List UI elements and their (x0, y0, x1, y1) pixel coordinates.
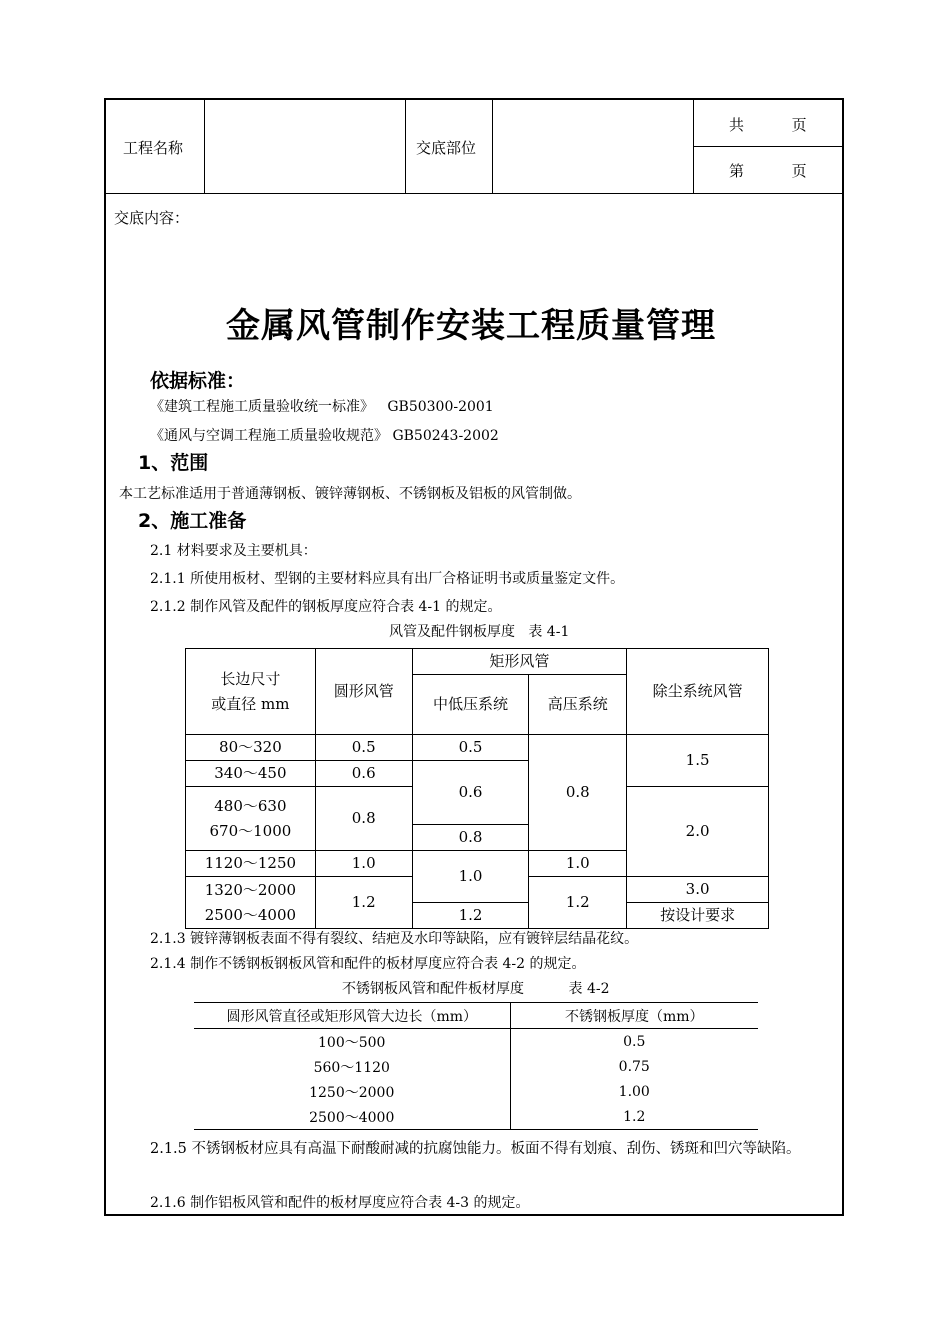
divider (405, 100, 406, 193)
table-4-2 (194, 1002, 758, 1130)
table-cell: 0.6 (412, 761, 529, 825)
table-cell: 按设计要求 (627, 903, 769, 929)
table-cell: 1.2 (315, 877, 412, 929)
table-cell: 100～500 (194, 1029, 510, 1055)
table-cell: 1.2 (623, 1108, 646, 1125)
divider (693, 146, 842, 147)
table-cell: 1.00 (618, 1083, 650, 1100)
table-cell: 3.0 (627, 877, 769, 903)
basis-item: 《通风与空调工程施工质量验收规范》 GB50243-2002 (150, 428, 499, 444)
table-cell: 1320～2000 2500～4000 (186, 877, 316, 929)
basis-heading: 依据标准： (150, 370, 246, 392)
paragraph-2-1-2: 2.1.2 制作风管及配件的钢板厚度应符合表 4-1 的规定。 (150, 599, 502, 615)
divider (204, 100, 205, 193)
table-cell: 1.2 (412, 903, 529, 929)
project-name-label: 工程名称 (123, 139, 184, 157)
table-cell: 1250～2000 (194, 1079, 510, 1104)
paragraph-2-1-4: 2.1.4 制作不锈钢板钢板风管和配件的板材厚度应符合表 4-2 的规定。 (150, 956, 586, 972)
header-cell: 高压系统 (529, 675, 627, 735)
table-cell: 1.2 (529, 877, 627, 929)
header-table (106, 100, 842, 194)
table-4-2-caption: 不锈钢板风管和配件板材厚度 表 4-2 (342, 981, 610, 997)
table-cell: 2500～4000 (194, 1104, 510, 1130)
document-frame (104, 98, 844, 1216)
table-cell: 1.0 (315, 851, 412, 877)
header-cell: 除尘系统风管 (627, 649, 769, 735)
handover-part-label: 交底部位 (416, 139, 477, 157)
table-cell: 0.8 (412, 825, 529, 851)
table-cell: 0.6 (315, 761, 412, 787)
table-cell: 0.5 (315, 735, 412, 761)
table-cell: 1120～1250 (186, 851, 316, 877)
table-cell: 480～630 670～1000 (186, 787, 316, 851)
page-number: 第 页 (729, 162, 807, 180)
document-title: 金属风管制作安装工程质量管理 (226, 306, 716, 346)
paragraph-2-1-5: 2.1.5 不锈钢板材应具有高温下耐酸耐减的抗腐蚀能力。板面不得有划痕、刮伤、锈斑和凹穴等缺陷。 (150, 1141, 801, 1157)
table-4-1-caption: 风管及配件钢板厚度 表 4-1 (389, 624, 570, 640)
table-cell: 0.8 (315, 787, 412, 851)
section-2-heading: 2、施工准备 (138, 510, 247, 532)
header-cell: 长边尺寸 或直径 mm (186, 649, 316, 735)
header-cell: 中低压系统 (412, 675, 529, 735)
table-cell: 1.5 (627, 735, 769, 787)
header-cell: 圆形风管直径或矩形风管大边长（mm） (194, 1003, 510, 1029)
table-cell: 0.5 (623, 1033, 646, 1050)
paragraph-2-1-3: 2.1.3 镀锌薄钢板表面不得有裂纹、结疤及水印等缺陷，应有镀锌层结晶花纹。 (150, 931, 639, 947)
table-cell: 340～450 (186, 761, 316, 787)
basis-item: 《建筑工程施工质量验收统一标准》 GB50300-2001 (150, 399, 494, 415)
total-pages: 共 页 (729, 116, 807, 134)
paragraph-2-1-6: 2.1.6 制作铝板风管和配件的板材厚度应符合表 4-3 的规定。 (150, 1195, 530, 1211)
header-cell: 圆形风管 (315, 649, 412, 735)
table-4-1 (185, 648, 769, 929)
paragraph-2-1-1: 2.1.1 所使用板材、型钢的主要材料应具有出厂合格证明书或质量鉴定文件。 (150, 571, 625, 587)
table-cell: 1.0 (412, 851, 529, 903)
section-1-heading: 1、范围 (138, 452, 209, 474)
header-cell: 不锈钢板厚度（mm） (510, 1003, 758, 1029)
content-label: 交底内容： (114, 209, 190, 227)
table-cell: 0.8 (529, 735, 627, 851)
paragraph-2-1: 2.1 材料要求及主要机具： (150, 543, 317, 559)
table-cell: 560～1120 (194, 1054, 510, 1079)
table-cell: 80～320 (186, 735, 316, 761)
section-1-text: 本工艺标准适用于普通薄钢板、镀锌薄钢板、不锈钢板及铝板的风管制做。 (119, 486, 581, 502)
table-cell: 0.5 (412, 735, 529, 761)
table-cell: 1.0 (529, 851, 627, 877)
table-cell: 0.75 (618, 1058, 650, 1075)
table-cell: 2.0 (627, 787, 769, 877)
divider (492, 100, 493, 193)
header-cell: 矩形风管 (412, 649, 627, 675)
